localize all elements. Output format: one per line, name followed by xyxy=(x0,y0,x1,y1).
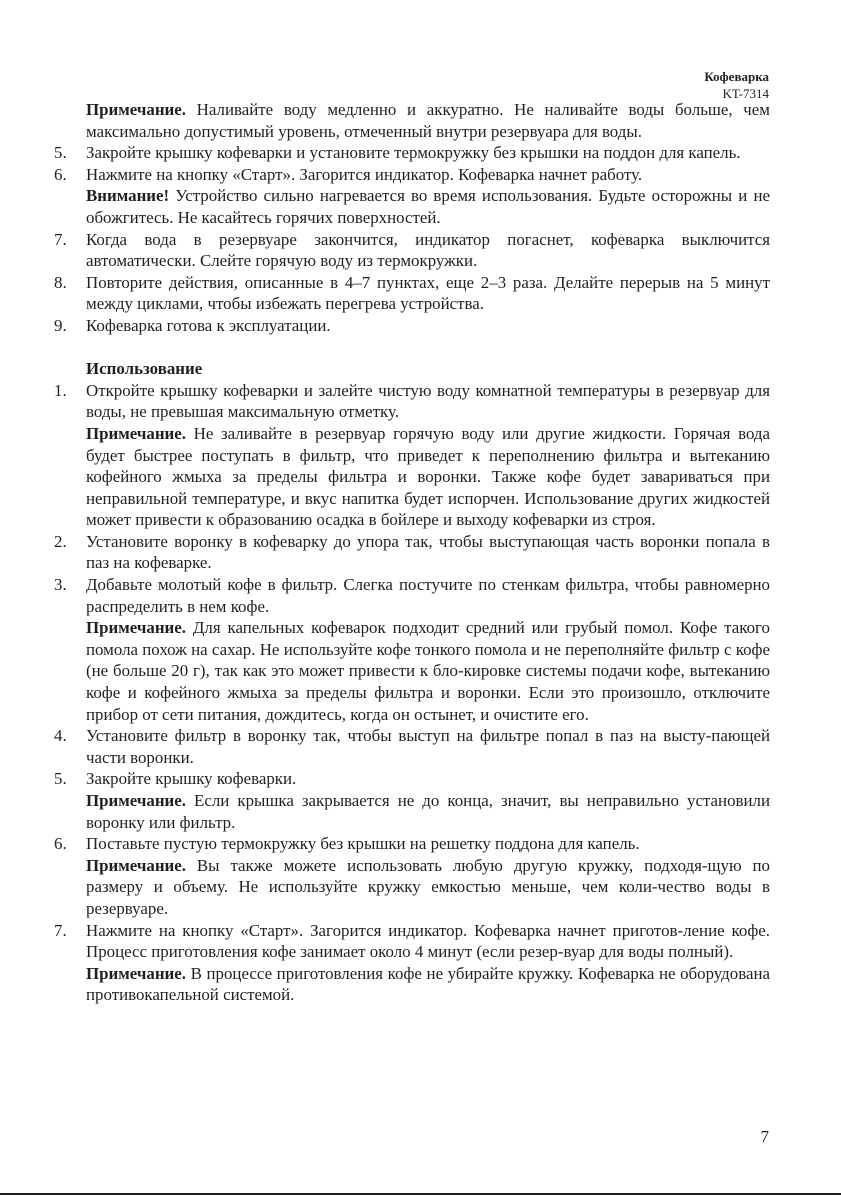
note-text: Не заливайте в резервуар горячую воду или другие жидкости. Горячая вода будет быстрее поступать в фильтр, что приведет к переполнению фильтра и вытеканию кофейного жмыха за пределы фильтра и воронки. Также кофе будет завариваться при неправильной температуре, и вкус напитка будет испорчен. Использование других жидкостей может привести к образованию осадка в бойлере и выходу кофеварки из строя. xyxy=(86,423,770,530)
list-item-text: Установите воронку в кофеварку до упора так, чтобы выступающая часть воронки попала в паз на кофеварке. xyxy=(86,531,770,573)
list-item xyxy=(50,725,770,768)
warning-label: Внимание! xyxy=(86,186,170,206)
list-item xyxy=(50,142,770,164)
note-text: Наливайте воду медленно и аккуратно. Не наливайте воды больше, чем максимально допустимый уровень, отмеченный внутри резервуара для воды. xyxy=(86,100,770,141)
list-item-number: 6. xyxy=(54,164,67,184)
list-item-text: Закройте крышку кофеварки и установите термокружку без крышки на поддон для капель. xyxy=(86,143,741,163)
list-item xyxy=(50,164,770,186)
section-title: Использование xyxy=(86,359,203,379)
warning-paragraph xyxy=(50,185,770,228)
list-item-number: 8. xyxy=(54,272,67,292)
list-item xyxy=(50,380,770,423)
note-paragraph xyxy=(50,963,770,1006)
list-item-text: Повторите действия, описанные в 4–7 пунктах, еще 2–3 раза. Делайте перерыв на 5 минут между циклами, чтобы избежать перегрева устройства. xyxy=(86,272,770,314)
list-item xyxy=(50,574,770,617)
note-label: Примечание. xyxy=(86,855,186,875)
page-header xyxy=(704,68,769,102)
list-item xyxy=(50,920,770,963)
list-item-text: Закройте крышку кофеварки. xyxy=(86,769,297,789)
list-item-number: 5. xyxy=(54,143,67,163)
header-product-name: Кофеварка xyxy=(704,69,769,84)
list-item xyxy=(50,768,770,790)
note-label: Примечание. xyxy=(86,618,186,638)
note-paragraph xyxy=(50,99,770,142)
note-paragraph xyxy=(50,790,770,833)
list-item-text: Откройте крышку кофеварки и залейте чистую воду комнатной температуры в резервуар для воды, не превышая максимальную отметку. xyxy=(86,380,770,422)
page-bottom-divider xyxy=(0,1193,841,1195)
note-label: Примечание. xyxy=(86,423,186,443)
list-item-text: Кофеварка готова к эксплуатации. xyxy=(86,315,331,335)
list-item-text: Установите фильтр в воронку так, чтобы выступ на фильтре попал в паз на высту-пающей части воронки. xyxy=(86,726,770,767)
page-number: 7 xyxy=(760,1127,769,1146)
note-text: Вы также можете использовать любую другую кружку, подходя-щую по размеру и объему. Не используйте кружку емкостью меньше, чем коли-чество воды в резервуаре. xyxy=(86,855,770,918)
list-item-number: 5. xyxy=(54,769,67,789)
header-model: KT-7314 xyxy=(722,86,769,101)
list-item-number: 7. xyxy=(54,229,67,249)
list-item-text: Добавьте молотый кофе в фильтр. Слегка постучите по стенкам фильтра, чтобы равномерно распределить в нем кофе. xyxy=(86,575,770,616)
note-paragraph xyxy=(50,855,770,920)
list-item-number: 9. xyxy=(54,315,67,335)
note-text: В процессе приготовления кофе не убирайте кружку. Кофеварка не оборудована противокапельной системой. xyxy=(86,963,770,1005)
warning-text: Устройство сильно нагревается во время использования. Будьте осторожны и не обожгитесь. Не касайтесь горячих поверхностей. xyxy=(86,186,770,227)
list-item xyxy=(50,531,770,574)
list-item-number: 6. xyxy=(54,834,67,854)
list-item-text: Поставьте пустую термокружку без крышки на решетку поддона для капель. xyxy=(86,834,640,854)
note-label: Примечание. xyxy=(86,963,186,983)
list-item-number: 1. xyxy=(54,380,67,400)
list-item-text: Когда вода в резервуаре закончится, индикатор погаснет, кофеварка выключится автоматически. Слейте горячую воду из термокружки. xyxy=(86,229,770,271)
list-item xyxy=(50,833,770,855)
list-item xyxy=(50,229,770,272)
note-paragraph xyxy=(50,423,770,531)
list-item xyxy=(50,315,770,337)
list-item-text: Нажмите на кнопку «Старт». Загорится индикатор. Кофеварка начнет приготов-ление кофе. Процесс приготовления кофе занимает около 4 минут (если резер-вуар для воды полный). xyxy=(86,920,770,962)
list-item-number: 3. xyxy=(54,575,67,595)
list-item xyxy=(50,272,770,315)
list-item-number: 7. xyxy=(54,920,67,940)
page-content xyxy=(50,99,770,1006)
note-text: Если крышка закрывается не до конца, значит, вы неправильно установили воронку или фильтр. xyxy=(86,791,770,832)
list-item-number: 4. xyxy=(54,726,67,746)
note-text: Для капельных кофеварок подходит средний или грубый помол. Кофе такого помола похож на сахар. Не используйте кофе тонкого помола и не переполняйте фильтр с кофе (не больше 20 г), так как это может привести к бло-кировке системы подачи кофе, вытеканию кофе и кофейного жмыха за пределы фильтра и воронки. Если это произошло, отключите прибор от сети питания, дождитесь, когда он остынет, и очистите его. xyxy=(86,618,770,724)
list-item-text: Нажмите на кнопку «Старт». Загорится индикатор. Кофеварка начнет работу. xyxy=(86,164,643,184)
note-paragraph xyxy=(50,617,770,725)
list-item-number: 2. xyxy=(54,531,67,551)
note-label: Примечание. xyxy=(86,100,186,119)
note-label: Примечание. xyxy=(86,791,186,810)
